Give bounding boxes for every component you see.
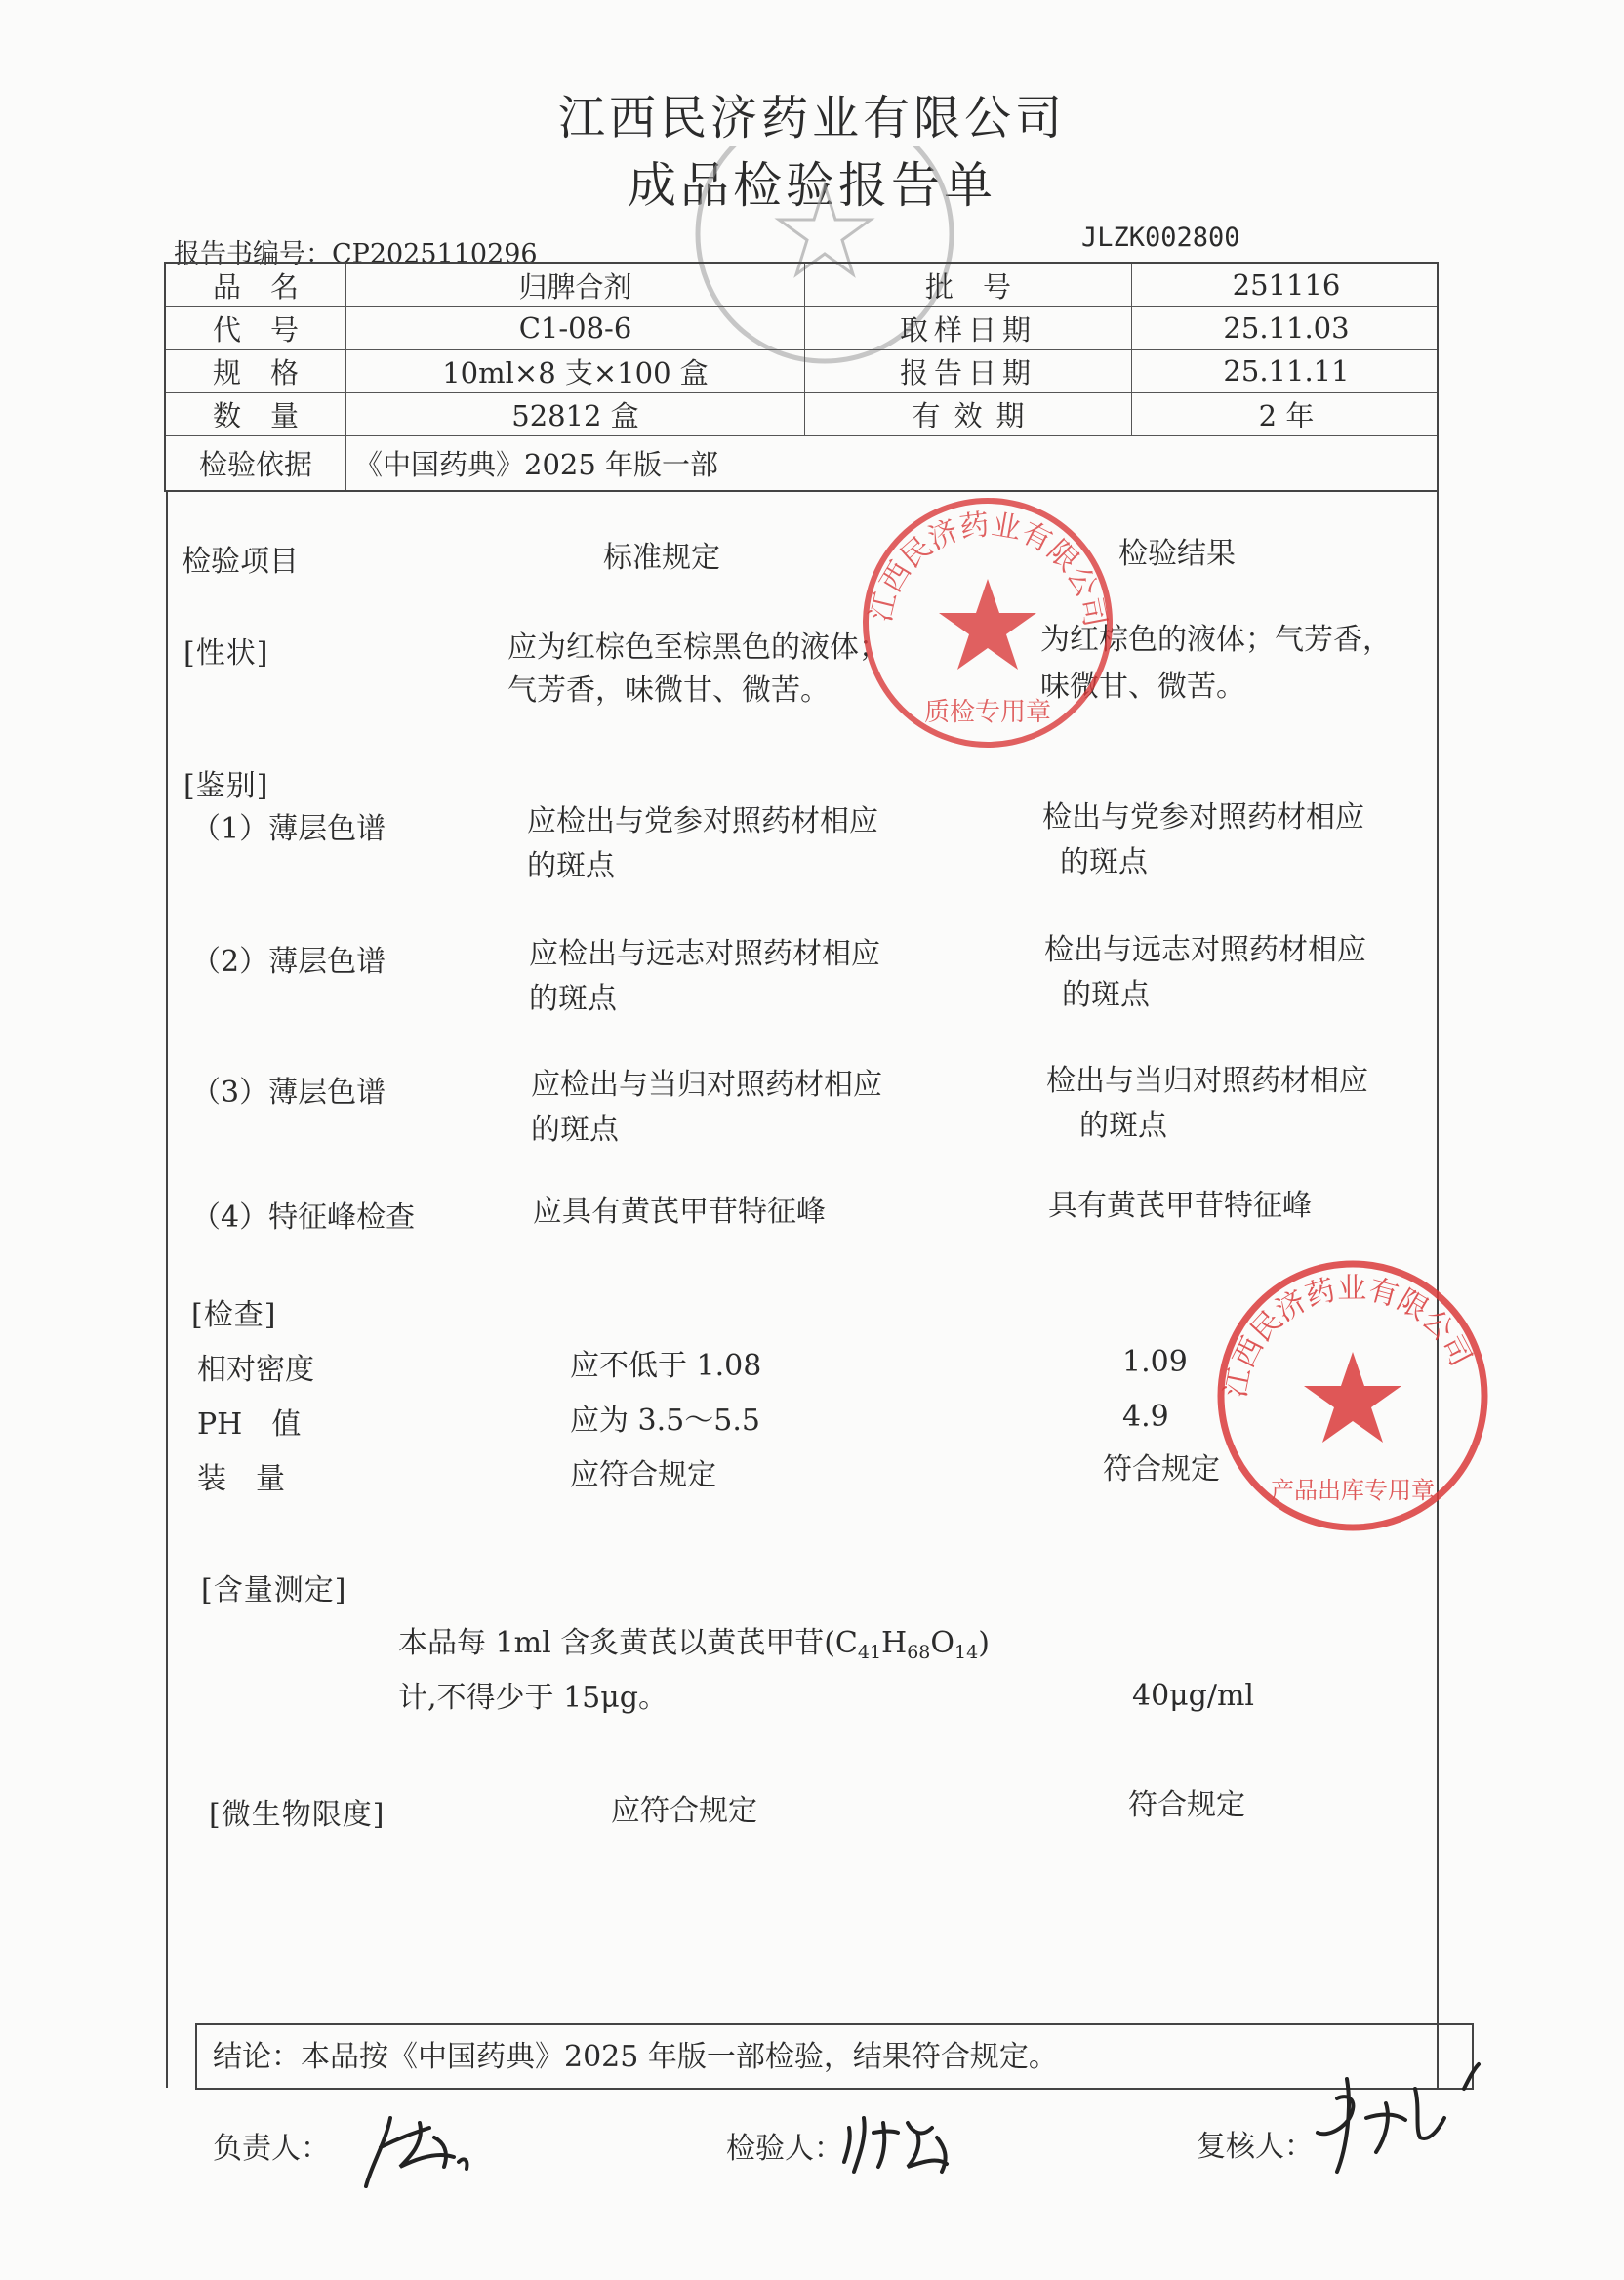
- code-value: C1-08-6: [346, 306, 805, 349]
- conclusion-bottom-line: [195, 2088, 1474, 2090]
- check-row-standard: 应为 3.5～5.5: [570, 1404, 760, 1438]
- product-info-table: [164, 262, 1439, 492]
- responsible-label: 负责人：: [213, 2132, 330, 2166]
- inspector-label: 检验人：: [726, 2132, 843, 2166]
- traits-header: [性状]: [183, 636, 269, 671]
- assay-standard-1: 本品每 1ml 含炙黄芪以黄芪甲苷$(C_{41}H_{68}O_{14})$: [398, 1626, 990, 1663]
- check-row-name: 装 量: [197, 1462, 285, 1496]
- spec-value: 10ml×8 支×100 盒: [346, 349, 805, 392]
- check-row-result: 4.9: [1122, 1400, 1169, 1434]
- company-name: 江西民济药业有限公司: [557, 91, 1066, 145]
- identify-item-result-2: 的斑点: [1062, 978, 1150, 1012]
- identify-item-name: （4）特征峰检查: [191, 1201, 416, 1235]
- svg-text:江西民济药业有限公司: 江西民济药业有限公司: [864, 508, 1113, 631]
- reviewer-signature: [1308, 2059, 1503, 2177]
- svg-text:产品出库专用章: 产品出库专用章: [1271, 1477, 1435, 1504]
- traits-result-2: 味微甘、微苦。: [1040, 670, 1245, 704]
- code-label: 代号: [166, 306, 346, 349]
- validity-value: 2 年: [1258, 398, 1315, 432]
- report-number: 报告书编号：CP2025110296: [174, 239, 538, 269]
- check-row-standard: 应符合规定: [570, 1458, 716, 1492]
- micro-result: 符合规定: [1128, 1788, 1245, 1822]
- identify-item-result: 检出与当归对照药材相应: [1046, 1064, 1368, 1098]
- identify-header: [鉴别]: [183, 769, 269, 803]
- identify-item-standard-2: 的斑点: [531, 1113, 619, 1147]
- responsible-signature: [361, 2098, 488, 2196]
- name-label: 品名: [166, 264, 346, 306]
- batch-label: 批号: [805, 264, 1132, 306]
- name-value: 归脾合剂: [346, 264, 805, 306]
- report-date-value: 25.11.11: [1223, 354, 1350, 387]
- micro-header: [微生物限度]: [209, 1798, 386, 1832]
- sample-date-label: 取样日期: [805, 306, 1132, 349]
- inspector-signature: [839, 2103, 976, 2181]
- traits-standard-1: 应为红棕色至棕黑色的液体；: [508, 631, 888, 665]
- identify-item-name: （1）薄层色谱: [191, 812, 386, 846]
- col-item-header: 检验项目: [182, 545, 299, 579]
- quantity-label: 数量: [166, 392, 346, 435]
- check-row-result: 1.09: [1122, 1345, 1188, 1379]
- traits-standard-2: 气芳香，味微甘、微苦。: [508, 673, 830, 708]
- identify-item-standard: 应检出与当归对照药材相应: [531, 1068, 882, 1102]
- identify-item-name: （3）薄层色谱: [191, 1076, 386, 1110]
- check-row-standard: 应不低于 1.08: [570, 1349, 762, 1383]
- basis-value: 《中国药典》2025 年版一部: [354, 447, 719, 481]
- company-product-seal: [1206, 1249, 1499, 1542]
- check-row-name: 相对密度: [197, 1353, 314, 1387]
- micro-standard: 应符合规定: [611, 1794, 757, 1828]
- identify-item-name: （2）薄层色谱: [191, 945, 386, 979]
- identify-item-result: 检出与党参对照药材相应: [1042, 800, 1364, 835]
- reference-code: JLZK002800: [1081, 223, 1240, 253]
- identify-item-standard: 应检出与党参对照药材相应: [527, 804, 878, 838]
- identify-item-standard: 应检出与远志对照药材相应: [529, 937, 880, 971]
- quality-inspection-seal: [851, 486, 1124, 759]
- identify-item-standard-2: 的斑点: [529, 982, 617, 1016]
- svg-text:质检专用章: 质检专用章: [923, 698, 1052, 727]
- basis-label: 检验依据: [166, 435, 346, 490]
- identify-item-standard: 应具有黄芪甲苷特征峰: [533, 1195, 826, 1229]
- reviewer-label: 复核人：: [1197, 2130, 1314, 2164]
- document-title: 成品检验报告单: [628, 157, 996, 214]
- spec-label: 规格: [166, 349, 346, 392]
- identify-item-result-2: 的斑点: [1079, 1109, 1167, 1143]
- assay-standard-2: 计,不得少于 15μg。: [398, 1681, 668, 1715]
- identify-item-result: 检出与远志对照药材相应: [1044, 933, 1366, 967]
- col-standard-header: 标准规定: [603, 541, 720, 575]
- identify-item-result: 具有黄芪甲苷特征峰: [1048, 1189, 1312, 1223]
- identify-item-result-2: 的斑点: [1060, 845, 1148, 879]
- batch-value: 251116: [1232, 268, 1341, 302]
- check-row-result: 符合规定: [1103, 1452, 1220, 1486]
- check-row-name: PH 值: [197, 1407, 302, 1442]
- assay-result: 40μg/ml: [1132, 1679, 1255, 1713]
- check-header: [检查]: [191, 1298, 277, 1332]
- traits-result-1: 为红棕色的液体；气芳香，: [1040, 623, 1392, 657]
- quantity-value: 52812 盒: [346, 392, 805, 435]
- validity-label: 有效期: [805, 392, 1132, 435]
- svg-text:江西民济药业有限公司: 江西民济药业有限公司: [1218, 1271, 1479, 1401]
- report-date-label: 报告日期: [805, 349, 1132, 392]
- conclusion-text: 结论：本品按《中国药典》2025 年版一部检验，结果符合规定。: [213, 2040, 1058, 2074]
- assay-header: [含量测定]: [201, 1573, 347, 1608]
- sample-date-value: 25.11.03: [1223, 311, 1350, 345]
- identify-item-standard-2: 的斑点: [527, 849, 615, 883]
- col-result-header: 检验结果: [1118, 537, 1236, 571]
